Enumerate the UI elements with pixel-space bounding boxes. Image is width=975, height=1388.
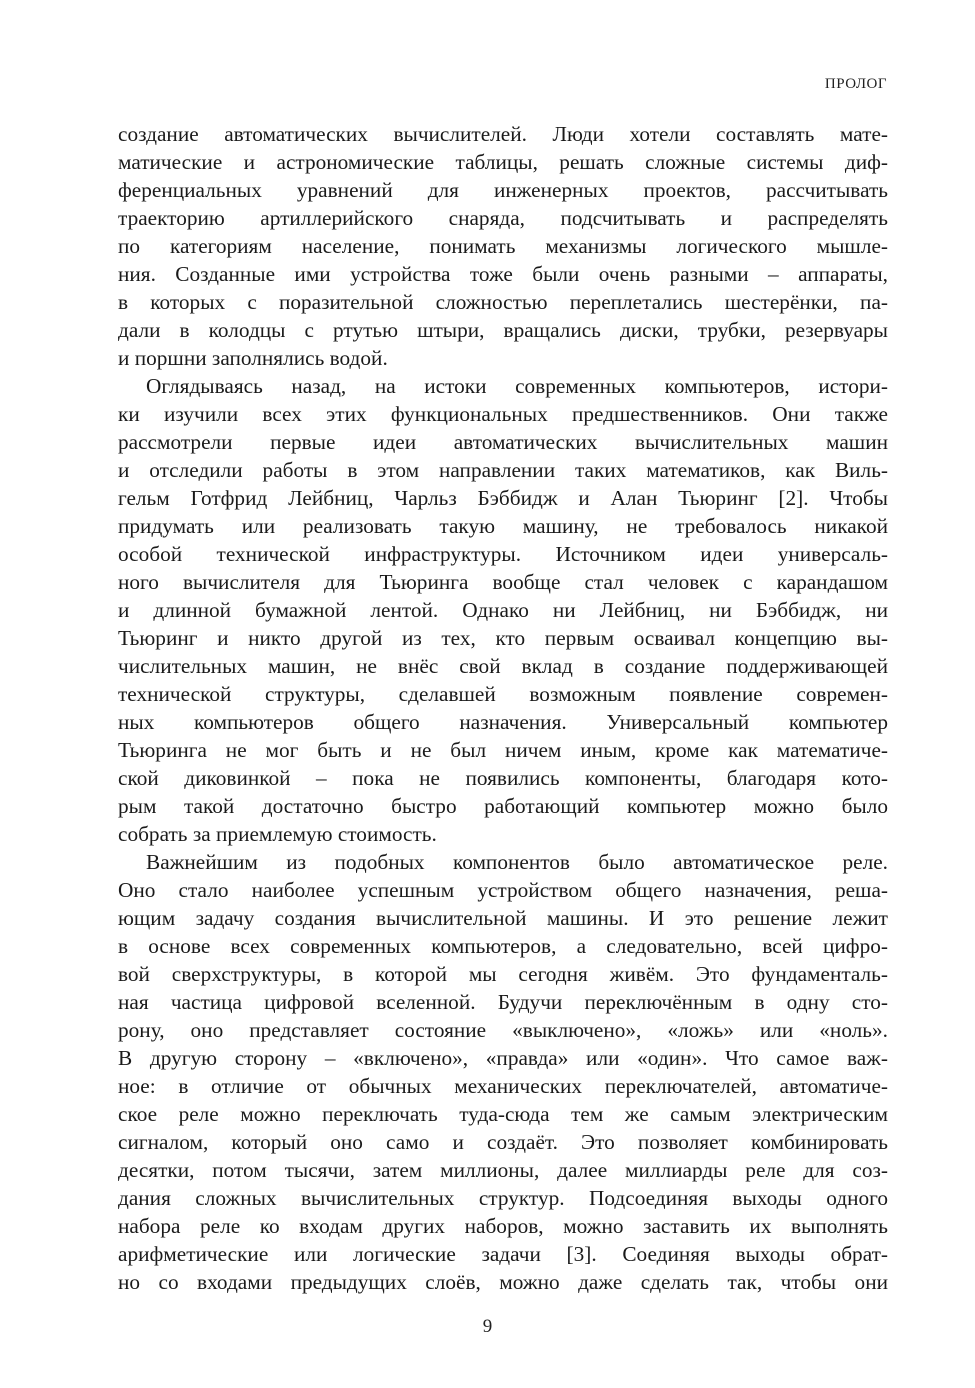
text-line: рассмотрели первые идеи автоматических вычислительных машин [118,430,888,454]
text-line: в которых с поразительной сложностью переплетались шестерёнки, па- [118,290,888,314]
text-line: сигналом, который оно само и создаёт. Это позволяет комбинировать [118,1130,888,1154]
text-line: числительных машин, не внёс свой вклад в создание поддерживающей [118,654,888,678]
paragraph [118,848,888,1296]
text-line: траекторию артиллерийского снаряда, подсчитывать и распределять [118,206,888,230]
text-line: ная частица цифровой вселенной. Будучи переключённым в одну сто- [118,990,888,1014]
text-line: ющим задачу создания вычислительной машины. И это решение лежит [118,906,888,930]
text-line: особой технической инфраструктуры. Источником идеи универсаль- [118,542,888,566]
text-line: ного вычислителя для Тьюринга вообще стал человек с карандашом [118,570,888,594]
text-line: набора реле ко входам других наборов, можно заставить их выполнять [118,1214,888,1238]
text-line: матические и астрономические таблицы, решать сложные системы диф- [118,150,888,174]
text-line: технической структуры, сделавшей возможным появление современ- [118,682,888,706]
text-line: и длинной бумажной лентой. Однако ни Лейбниц, ни Бэббидж, ни [118,598,888,622]
text-line: Тьюринга не мог быть и не был ничем иным, кроме как математиче- [118,738,888,762]
running-head: ПРОЛОГ [824,76,887,92]
text-line: придумать или реализовать такую машину, не требовалось никакой [118,514,888,538]
text-line: рону, оно представляет состояние «выключено», «ложь» или «ноль». [118,1018,888,1042]
text-line: вой сверхструктуры, в которой мы сегодня живём. Это фундаменталь- [118,962,888,986]
text-line: по категориям население, понимать механизмы логического мышле- [118,234,888,258]
text-line: Важнейшим из подобных компонентов было автоматическое реле. [146,850,888,874]
text-line: и поршни заполнялись водой. [118,346,388,370]
text-line: дания сложных вычислительных структур. Подсоединяя выходы одного [118,1186,888,1210]
text-line: рым такой достаточно быстро работающий компьютер можно было [118,794,888,818]
text-line: ное: в отличие от обычных механических переключателей, автоматиче- [118,1074,888,1098]
text-line: ское реле можно переключать туда-сюда тем же самым электрическим [118,1102,888,1126]
text-line: Тьюринг и никто другой из тех, кто первым осваивал концепцию вы- [118,626,888,650]
text-line: В другую сторону – «включено», «правда» или «один». Что самое важ- [118,1046,888,1070]
text-line: ных компьютеров общего назначения. Универсальный компьютер [118,710,888,734]
page-number: 9 [482,1316,493,1337]
text-line: гельм Готфрид Лейбниц, Чарльз Бэббидж и Алан Тьюринг [2]. Чтобы [118,486,888,510]
paragraph [118,372,888,848]
paragraph [118,120,888,372]
text-line: в основе всех современных компьютеров, а следовательно, всей цифро- [118,934,888,958]
text-line: десятки, потом тысячи, затем миллионы, далее миллиарды реле для соз- [118,1158,888,1182]
body-text [118,120,888,1296]
text-line: но со входами предыдущих слоёв, можно даже сделать так, чтобы они [118,1270,888,1294]
text-line: Оно стало наиболее успешным устройством общего назначения, реша- [118,878,888,902]
text-line: и отследили работы в этом направлении таких математиков, как Виль- [118,458,888,482]
text-line: дали в колодцы с ртутью штыри, вращались диски, трубки, резервуары [118,318,888,342]
text-line: собрать за приемлемую стоимость. [118,822,437,846]
text-line: ния. Созданные ими устройства тоже были очень разными – аппараты, [118,262,888,286]
text-line: ференциальных уравнений для инженерных проектов, рассчитывать [118,178,888,202]
text-line: Оглядываясь назад, на истоки современных компьютеров, истори- [146,374,888,398]
text-line: ки изучили всех этих функциональных предшественников. Они также [118,402,888,426]
text-line: ской диковинкой – пока не появились компоненты, благодаря кото- [118,766,888,790]
text-line: создание автоматических вычислителей. Люди хотели составлять мате- [118,122,888,146]
text-line: арифметические или логические задачи [3]. Соединяя выходы обрат- [118,1242,888,1266]
